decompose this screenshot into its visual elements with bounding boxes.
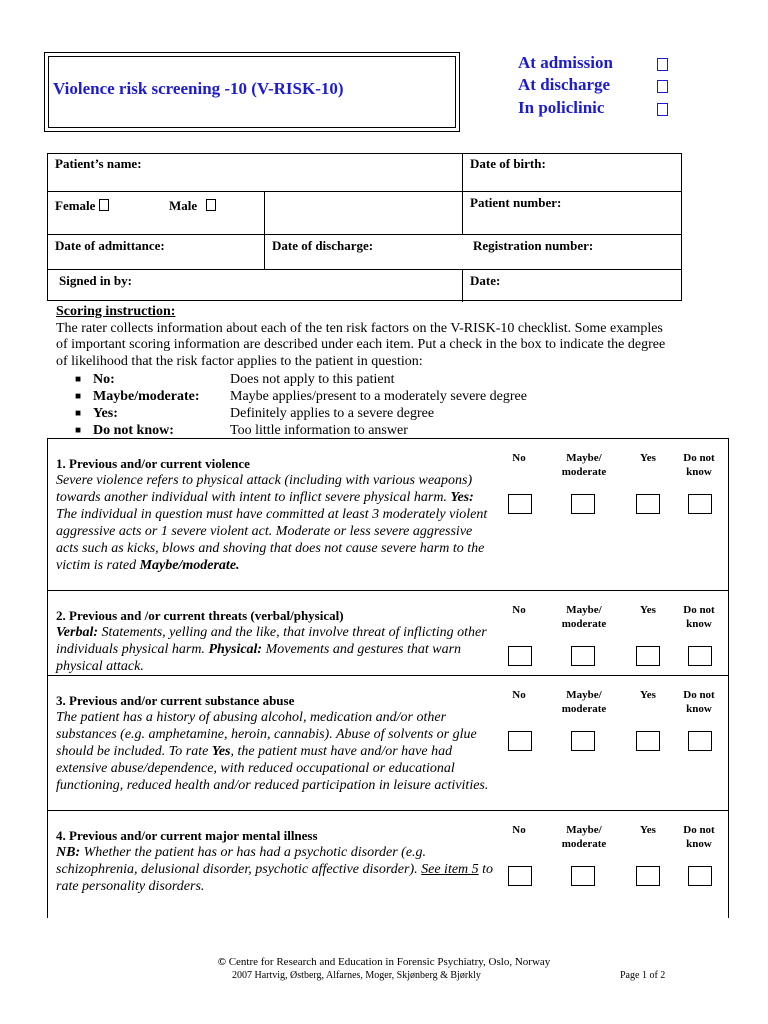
- table-divider: [48, 191, 681, 192]
- instructions-text: The rater collects information about each of the ten risk factors on the V-RISK-10 checklist. Some examples of important scoring information are described under each item. Put a check in the box to indicate the degree of likelihood that the risk factor applies to the patient in question:: [56, 320, 666, 369]
- item-border: [47, 590, 48, 675]
- status-in-policlinic-checkbox[interactable]: [657, 103, 668, 116]
- female-option: [55, 198, 109, 214]
- table-divider: [462, 154, 463, 191]
- male-label: Male: [169, 198, 198, 213]
- item-keyword: Physical:: [208, 642, 263, 657]
- item-keyword: NB:: [56, 845, 81, 860]
- rating-checkbox[interactable]: [508, 494, 532, 514]
- rating-checkbox[interactable]: [636, 731, 660, 751]
- item-description: [56, 709, 496, 794]
- item-text: Movements and gestures that warn physical attack.: [56, 642, 462, 674]
- page-number: Page 1 of 2: [620, 970, 666, 981]
- date-label: Date:: [470, 273, 501, 288]
- item-keyword: Yes:: [450, 490, 474, 505]
- rating-checkbox[interactable]: [571, 646, 595, 666]
- column-label: Maybe/ moderate: [561, 689, 607, 715]
- female-checkbox[interactable]: [99, 199, 109, 211]
- item-text: The patient has a history of abusing alcohol, medication and/or other substances (e.g. amphetamine, heroin, cannabis). Abuse of solvents or glue should be included. To rate: [56, 710, 477, 759]
- date-of-admittance-label: Date of admittance:: [55, 238, 165, 253]
- patient-info-table: [47, 153, 682, 301]
- rating-checkbox[interactable]: [688, 494, 712, 514]
- legend-description: Maybe applies/present to a moderately severe degree: [230, 389, 527, 404]
- column-label: No: [512, 452, 526, 464]
- date-of-birth-label: Date of birth:: [470, 156, 546, 171]
- legend-item: [56, 388, 527, 405]
- rating-checkbox[interactable]: [636, 646, 660, 666]
- item-title: 2. Previous and /or current threats (verbal/physical): [56, 608, 344, 623]
- legend-term: No:: [93, 372, 115, 387]
- rating-checkbox[interactable]: [571, 731, 595, 751]
- table-divider: [462, 191, 463, 234]
- date-of-discharge-label: Date of discharge:: [272, 238, 374, 253]
- scoring-instructions: [56, 304, 678, 370]
- female-label: Female: [55, 198, 96, 213]
- column-label: Do not know: [683, 689, 715, 715]
- footer-authors: 2007 Hartvig, Østberg, Alfarnes, Moger, Skjønberg & Bjørkly: [232, 970, 481, 981]
- item-keyword: Maybe/moderate.: [139, 558, 240, 573]
- legend-item: [56, 405, 527, 422]
- status-at-admission-checkbox[interactable]: [657, 58, 668, 71]
- column-label: No: [512, 689, 526, 701]
- rating-checkbox[interactable]: [571, 494, 595, 514]
- item-keyword: Yes: [211, 744, 231, 759]
- table-divider: [48, 234, 681, 235]
- instructions-title: Scoring instruction:: [56, 304, 176, 319]
- column-label: Maybe/ moderate: [561, 604, 607, 630]
- item-text: , the patient must have and/or have had extensive abuse/dependence, with reduced occupational or educational functioning, reduced health and/or reduced participation in leisure activities.: [56, 744, 489, 793]
- column-label: Do not know: [683, 824, 715, 850]
- item-text: See item 5: [421, 862, 479, 877]
- column-label: Do not know: [683, 452, 715, 478]
- copyright-symbol: ©: [217, 956, 226, 968]
- item-keyword: Verbal:: [56, 625, 98, 640]
- status-in-policlinic-label: In policlinic: [518, 98, 605, 117]
- table-divider: [462, 269, 463, 302]
- signed-in-by-label: Signed in by:: [59, 273, 132, 288]
- bullet-icon: ■: [75, 391, 82, 402]
- rating-checkbox[interactable]: [508, 646, 532, 666]
- rating-checkbox[interactable]: [636, 866, 660, 886]
- male-option: [169, 198, 216, 214]
- rating-checkbox[interactable]: [508, 866, 532, 886]
- item-description: [56, 844, 496, 895]
- item-divider: [47, 675, 729, 676]
- item-text: Whether the patient has or has had a psychotic disorder (e.g. schizophrenia, delusional disorder, psychotic affective disorder).: [56, 845, 427, 877]
- item-divider: [47, 438, 729, 439]
- patient-name-label: Patient’s name:: [55, 156, 142, 171]
- legend-term: Maybe/moderate:: [93, 389, 200, 404]
- item-text: The individual in question must have committed at least 3 moderately violent aggressive acts or 1 severe violent act. Moderate or less severe aggressive acts such as kicks, blows and shoving that does not cause severe harm to the victim is rated: [56, 507, 488, 573]
- column-label: Yes: [640, 824, 656, 836]
- bullet-icon: ■: [75, 408, 82, 419]
- legend-description: Does not apply to this patient: [230, 372, 395, 387]
- bullet-icon: ■: [75, 425, 82, 436]
- status-at-discharge-label: At discharge: [518, 75, 611, 94]
- item-description: [56, 472, 496, 574]
- item-border: [47, 438, 48, 590]
- item-divider: [47, 810, 729, 811]
- form-title: Violence risk screening -10 (V-RISK-10): [53, 79, 344, 98]
- legend-term: Yes:: [93, 406, 118, 421]
- item-text: Statements, yelling and the like, that involve threat of inflicting other individuals physical harm.: [56, 625, 487, 657]
- column-label: Yes: [640, 689, 656, 701]
- scoring-legend: [56, 371, 527, 439]
- footer-copyright: [0, 956, 768, 968]
- male-checkbox[interactable]: [206, 199, 216, 211]
- column-label: Do not know: [683, 604, 715, 630]
- table-divider: [264, 191, 265, 269]
- status-at-discharge-checkbox[interactable]: [657, 80, 668, 93]
- item-text: Severe violence refers to physical attack (including with various weapons) towards another individual with intent to inflict severe physical harm.: [56, 473, 473, 505]
- item-description: [56, 624, 496, 675]
- legend-description: Too little information to answer: [230, 423, 408, 438]
- item-border: [728, 810, 729, 918]
- rating-checkbox[interactable]: [688, 646, 712, 666]
- item-border: [728, 675, 729, 810]
- item-border: [728, 590, 729, 675]
- item-title: 1. Previous and/or current violence: [56, 456, 250, 471]
- table-divider: [48, 269, 681, 270]
- legend-term: Do not know:: [93, 423, 174, 438]
- rating-checkbox[interactable]: [636, 494, 660, 514]
- status-at-admission-label: At admission: [518, 53, 613, 72]
- item-border: [47, 675, 48, 810]
- patient-number-label: Patient number:: [470, 195, 562, 210]
- item-border: [728, 438, 729, 590]
- legend-item: [56, 371, 527, 388]
- column-label: Yes: [640, 604, 656, 616]
- registration-number-label: Registration number:: [473, 238, 594, 253]
- title-box: [44, 52, 460, 132]
- rating-checkbox[interactable]: [571, 866, 595, 886]
- rating-checkbox[interactable]: [688, 731, 712, 751]
- column-label: Yes: [640, 452, 656, 464]
- column-label: No: [512, 604, 526, 616]
- column-label: Maybe/ moderate: [561, 824, 607, 850]
- item-border: [47, 810, 48, 918]
- footer-line1: Centre for Research and Education in Forensic Psychiatry, Oslo, Norway: [228, 956, 551, 968]
- column-label: No: [512, 824, 526, 836]
- item-title: 4. Previous and/or current major mental illness: [56, 828, 318, 843]
- item-text: to rate personality disorders.: [56, 862, 494, 894]
- rating-checkbox[interactable]: [508, 731, 532, 751]
- rating-checkbox[interactable]: [688, 866, 712, 886]
- bullet-icon: ■: [75, 374, 82, 385]
- column-label: Maybe/ moderate: [561, 452, 607, 478]
- legend-description: Definitely applies to a severe degree: [230, 406, 435, 421]
- item-divider: [47, 590, 729, 591]
- legend-item: [56, 422, 527, 439]
- item-title: 3. Previous and/or current substance abuse: [56, 693, 295, 708]
